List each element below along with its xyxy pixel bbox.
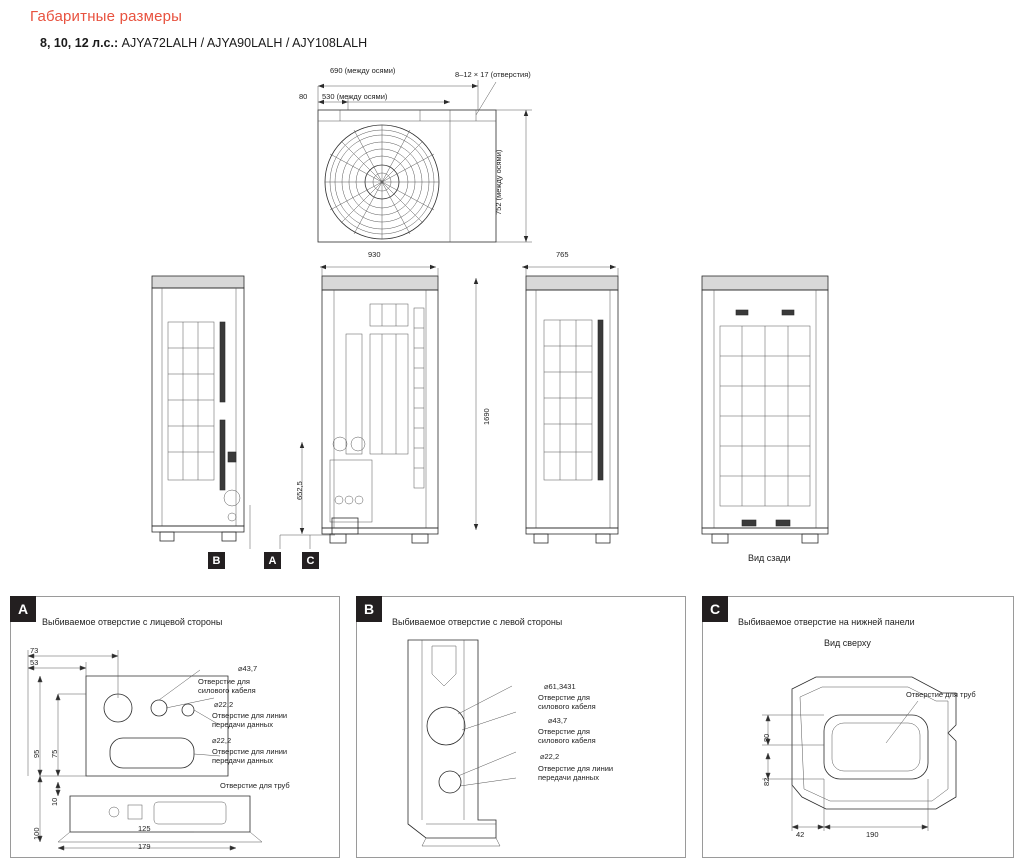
- panel-b-title: Выбиваемое отверстие с левой стороны: [392, 617, 563, 627]
- panel-c-dim-42: 42: [796, 830, 805, 839]
- panel-a-callout-7: Отверстие для труб: [220, 781, 290, 790]
- panel-b-callout-1: ⌀61,3431: [544, 682, 576, 691]
- panel-c-title: Выбиваемое отверстие на нижней панели: [738, 617, 915, 627]
- marker-a-elevation: A: [264, 552, 281, 569]
- dim-1690: 1690: [482, 408, 491, 425]
- dim-652-5: 652,5: [295, 481, 304, 500]
- panel-a-marker: A: [10, 596, 36, 622]
- panel-b-callout-4: Отверстие для силового кабеля: [538, 727, 596, 745]
- model-list-values: AJYA72LALH / AJYA90LALH / AJY108LALH: [121, 36, 368, 50]
- dim-930: 930: [368, 250, 381, 259]
- dim-765: 765: [556, 250, 569, 259]
- panel-c-subtitle: Вид сверху: [824, 638, 871, 648]
- model-list: [40, 36, 367, 50]
- panel-a-dim-10: 10: [50, 797, 59, 806]
- dim-1690-line: [470, 276, 482, 532]
- panel-b-marker: B: [356, 596, 382, 622]
- panel-a-drawing: [14, 636, 336, 854]
- panel-c-callout-1: Отверстие для труб: [906, 690, 976, 699]
- panel-b-callout-2: Отверстие для силового кабеля: [538, 693, 596, 711]
- panel-a-dim-95: 95: [32, 749, 41, 758]
- panel-b-drawing: [366, 634, 686, 856]
- panel-a-dim-73: 73: [30, 646, 39, 655]
- rear-view-drawing: [690, 268, 850, 553]
- panel-b-callout-3: ⌀43,7: [548, 716, 568, 725]
- panel-c-dim-190: 190: [866, 830, 879, 839]
- dim-752: 752 (между осями): [494, 149, 503, 215]
- panel-c-dim-82: 82: [762, 777, 771, 786]
- panel-a-callout-2: Отверстие для силового кабеля: [198, 677, 256, 695]
- panel-b-callout-6: Отверстие для линии передачи данных: [538, 764, 614, 782]
- panel-c-dim-80: 80: [762, 733, 771, 742]
- rear-view-label: Вид сзади: [748, 553, 791, 563]
- panel-a-callout-4: Отверстие для линии передачи данных: [212, 711, 288, 729]
- dim-690: 690 (между осями): [330, 66, 396, 75]
- top-view-drawing: [300, 60, 580, 245]
- model-list-prefix: 8, 10, 12 л.с.:: [40, 36, 119, 50]
- panel-a-dim-125: 125: [138, 824, 151, 833]
- panel-a-dim-100: 100: [32, 827, 41, 840]
- panel-c-marker: C: [702, 596, 728, 622]
- panel-a-dim-75: 75: [50, 749, 59, 758]
- dim-765-line: [520, 262, 618, 272]
- page-title: Габаритные размеры: [30, 8, 183, 25]
- panel-a-dim-179: 179: [138, 842, 151, 851]
- side-view-right-drawing: [512, 268, 642, 553]
- marker-leaders: [240, 505, 350, 560]
- dim-930-line: [318, 262, 438, 272]
- marker-b-elevation: B: [208, 552, 225, 569]
- panel-a-title: Выбиваемое отверстие с лицевой стороны: [42, 617, 223, 627]
- dim-530: 530 (между осями): [322, 92, 388, 101]
- dim-80: 80: [299, 92, 308, 101]
- panel-a-dim-53: 53: [30, 658, 39, 667]
- panel-a-callout-3: ⌀22,2: [214, 700, 234, 709]
- marker-c-elevation: C: [302, 552, 319, 569]
- panel-b-callout-5: ⌀22,2: [540, 752, 560, 761]
- panel-a-callout-5: ⌀22,2: [212, 736, 232, 745]
- panel-a-callout-1: ⌀43,7: [238, 664, 258, 673]
- panel-c-drawing: [706, 655, 1010, 855]
- note-holes: 8–12 × 17 (отверстия): [455, 70, 531, 79]
- panel-a-callout-6: Отверстие для линии передачи данных: [212, 747, 288, 765]
